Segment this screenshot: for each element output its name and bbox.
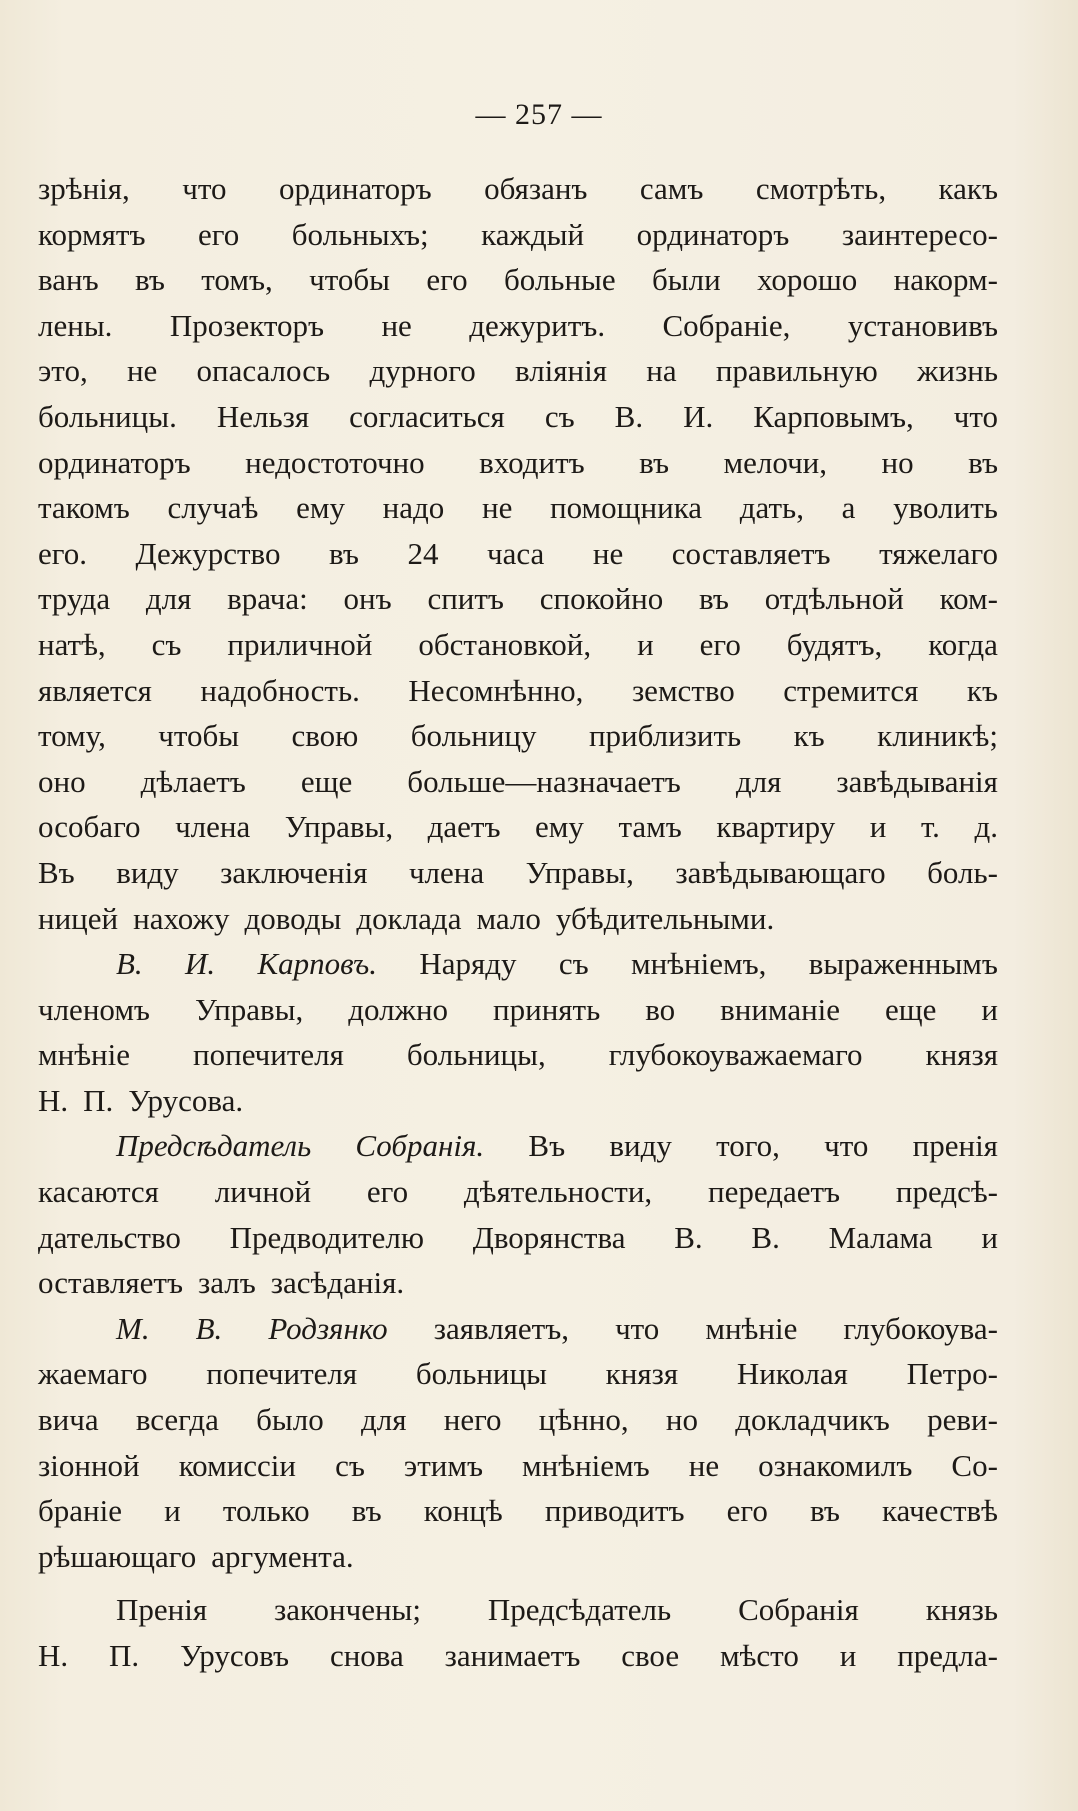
word: свою <box>291 718 359 754</box>
word: приводитъ <box>544 1493 685 1529</box>
word: ему <box>296 490 345 526</box>
word: больныхъ; <box>291 216 429 252</box>
word: правильную <box>715 353 878 389</box>
word: и <box>981 991 998 1027</box>
word: не <box>481 490 513 526</box>
word: князя <box>925 1037 998 1073</box>
word: Карповымъ, <box>753 398 914 434</box>
word: кормятъ <box>38 216 146 252</box>
word: закончены; <box>274 1592 421 1628</box>
word: уволить <box>893 490 998 526</box>
word: съ <box>558 946 589 982</box>
word: даетъ <box>427 809 501 845</box>
word: докладчикъ <box>735 1402 890 1438</box>
word: его <box>366 1174 409 1210</box>
word: спитъ <box>427 581 504 617</box>
word: надобность. <box>200 672 360 708</box>
word: труда <box>38 581 111 617</box>
word: опасалось <box>196 353 331 389</box>
word: виду <box>609 1128 672 1164</box>
word: оставляетъ <box>38 1265 184 1301</box>
text-line <box>38 257 998 303</box>
word: жаемаго <box>38 1356 148 1392</box>
word: тяжелаго <box>879 535 998 571</box>
speaker-name-word: И. <box>185 946 216 982</box>
word: свое <box>621 1638 680 1673</box>
word: вліянія <box>514 353 608 389</box>
word: въ <box>135 262 165 298</box>
word: боль- <box>927 854 998 890</box>
word: предла- <box>897 1638 998 1673</box>
word: Н. <box>38 1638 69 1673</box>
word: вниманіе <box>720 991 841 1027</box>
word: снова <box>329 1638 404 1673</box>
word: завѣдывающаго <box>675 854 886 890</box>
word: касаются <box>38 1174 159 1210</box>
word: заявляетъ, <box>433 1310 570 1346</box>
word: въ <box>329 535 359 571</box>
word: комиссіи <box>178 1447 297 1483</box>
word: а <box>841 490 856 526</box>
word: князя <box>605 1356 679 1392</box>
text-line <box>38 576 998 622</box>
text-line <box>38 1534 998 1580</box>
word: того, <box>716 1128 780 1164</box>
word: дѣятельности, <box>463 1174 653 1210</box>
word: томъ, <box>201 262 273 298</box>
text-line <box>38 303 998 349</box>
word: 24 <box>407 535 439 571</box>
word: члена <box>175 809 251 845</box>
word: тамъ <box>618 809 682 845</box>
word: только <box>222 1493 310 1529</box>
word: Управы, <box>284 809 394 845</box>
word: больницы <box>415 1356 547 1392</box>
word: пренія <box>912 1128 998 1164</box>
word: врача: <box>227 581 308 617</box>
word: были <box>652 262 721 298</box>
text-line <box>38 394 998 440</box>
word: его <box>198 216 240 252</box>
word: въ <box>968 444 998 480</box>
text-line <box>38 622 998 668</box>
word: Въ <box>528 1128 566 1164</box>
speaker-name-word: Предсѣдатель <box>116 1128 312 1164</box>
word: занимаетъ <box>444 1638 581 1673</box>
word: Собраніе, <box>662 307 791 343</box>
word: ординаторъ <box>636 216 790 252</box>
word: спокойно <box>539 581 664 617</box>
word: квартиру <box>716 809 836 845</box>
text-line <box>38 1260 998 1306</box>
word: реви- <box>927 1402 998 1438</box>
word: на <box>646 353 677 389</box>
word: ординаторъ <box>278 171 432 206</box>
word: приблизить <box>588 718 742 754</box>
word: самъ <box>639 171 704 206</box>
word: что <box>615 1310 660 1346</box>
word: чтобы <box>309 262 390 298</box>
speaker-name-word: В. <box>116 946 143 982</box>
text-line <box>38 1169 998 1215</box>
text-line <box>38 440 998 486</box>
word: и <box>869 809 887 845</box>
word: заключенія <box>220 854 368 890</box>
speaker-name-word: Родзянко <box>268 1310 388 1346</box>
word: браніе <box>38 1493 122 1529</box>
word: ницей <box>38 900 119 936</box>
word: принять <box>493 991 601 1027</box>
word: помощника <box>550 490 703 526</box>
text-line <box>38 1443 998 1489</box>
word: Дежурство <box>135 535 281 571</box>
word: концѣ <box>423 1493 503 1529</box>
word: но <box>881 444 914 480</box>
speaker-name-word: В. <box>195 1310 223 1346</box>
word: чтобы <box>158 718 240 754</box>
word: не <box>592 535 624 571</box>
text-line <box>38 1587 998 1633</box>
word: Управы, <box>194 991 304 1027</box>
word: это, <box>38 353 88 389</box>
word: обязанъ <box>484 171 588 206</box>
word: больницы. <box>38 398 177 434</box>
text-line <box>38 896 998 942</box>
word: ознакомилъ <box>758 1447 913 1483</box>
word: попечителя <box>193 1037 344 1073</box>
word: клиникѣ; <box>877 718 998 754</box>
word: засѣданія. <box>270 1265 405 1301</box>
word: мнѣніемъ, <box>631 946 767 982</box>
word: что <box>182 171 227 206</box>
word: часа <box>487 535 545 571</box>
word: мнѣніемъ <box>522 1447 650 1483</box>
word: въ <box>351 1493 382 1529</box>
word: онъ <box>343 581 392 617</box>
word: но <box>665 1402 698 1438</box>
word: Николая <box>736 1356 848 1392</box>
word: Малама <box>828 1219 933 1255</box>
text-line <box>38 348 998 394</box>
word: В. <box>751 1219 780 1255</box>
word: Пренія <box>116 1592 208 1628</box>
word: Прозекторъ <box>169 307 325 343</box>
word: Наряду <box>419 946 517 982</box>
word: передаетъ <box>707 1174 841 1210</box>
word: и <box>981 1219 998 1255</box>
word: случаѣ <box>167 490 259 526</box>
text-line <box>38 166 998 212</box>
word: согласиться <box>349 398 505 434</box>
word: Нельзя <box>216 398 310 434</box>
word: каждый <box>481 216 585 252</box>
text-line <box>38 804 998 850</box>
body-text <box>38 166 998 1679</box>
speaker-name-word: М. <box>116 1310 150 1346</box>
word: Урусова. <box>128 1082 244 1118</box>
word: его. <box>38 535 87 571</box>
word: не <box>688 1447 720 1483</box>
word: Предсѣдатель <box>487 1592 672 1628</box>
text-line <box>38 1123 998 1169</box>
word: надо <box>382 490 445 526</box>
word: больницы, <box>406 1037 546 1073</box>
word: ординаторъ <box>38 444 191 480</box>
word: и <box>839 1638 857 1673</box>
speaker-name-word: Карповъ. <box>257 946 377 982</box>
word: Н. <box>38 1082 69 1118</box>
word: для <box>735 763 782 799</box>
word: натѣ, <box>38 626 106 662</box>
word: установивъ <box>847 307 998 343</box>
word: больные <box>503 262 616 298</box>
word: дежуритъ. <box>469 307 606 343</box>
word: къ <box>966 672 998 708</box>
word: что <box>824 1128 869 1164</box>
word: мѣсто <box>719 1638 799 1673</box>
text-line <box>38 1351 998 1397</box>
word: выраженнымъ <box>808 946 998 982</box>
speaker-name-word: Собранія. <box>355 1128 485 1164</box>
word: жизнь <box>917 353 998 389</box>
word: членомъ <box>38 991 150 1027</box>
word: зіонной <box>38 1447 140 1483</box>
word: какъ <box>938 171 998 206</box>
word: является <box>38 672 152 708</box>
word: всегда <box>135 1402 219 1438</box>
word: Въ <box>38 854 75 890</box>
word: обстановкой, <box>418 626 592 662</box>
word: него <box>443 1402 502 1438</box>
word: Дворянства <box>472 1219 626 1255</box>
word: Предводителю <box>229 1219 424 1255</box>
word: тому, <box>38 718 106 754</box>
word: Петро- <box>906 1356 998 1392</box>
word: такомъ <box>38 490 130 526</box>
word: что <box>953 398 998 434</box>
word: заинтересо- <box>841 216 998 252</box>
text-line <box>38 531 998 577</box>
word: мало <box>476 900 541 936</box>
word: и <box>164 1493 181 1529</box>
word: Управы, <box>525 854 634 890</box>
word: В. <box>674 1219 703 1255</box>
word: отдѣльной <box>764 581 904 617</box>
word: должно <box>348 991 449 1027</box>
word: было <box>256 1402 324 1438</box>
word: недостоточно <box>245 444 425 480</box>
text-line <box>38 987 998 1033</box>
word: въ <box>699 581 729 617</box>
word: глубокоува- <box>843 1310 998 1346</box>
page-number: — 257 — <box>475 98 603 131</box>
word: земство <box>631 672 735 708</box>
word: оно <box>38 763 86 799</box>
word: рѣшающаго <box>38 1538 197 1574</box>
text-line <box>38 941 998 987</box>
text-line <box>38 759 998 805</box>
text-line <box>38 485 998 531</box>
word: особаго <box>38 809 141 845</box>
word: И. <box>683 398 714 434</box>
word: т. <box>920 809 940 845</box>
text-line <box>38 212 998 258</box>
text-line <box>38 1306 998 1352</box>
word: мнѣніе <box>38 1037 131 1073</box>
word: больше—назначаетъ <box>407 763 681 799</box>
word: мнѣніе <box>705 1310 798 1346</box>
word: его <box>426 262 468 298</box>
text-line <box>38 1032 998 1078</box>
word: доводы <box>244 900 342 936</box>
text-line <box>38 850 998 896</box>
text-line <box>38 1488 998 1534</box>
word: ком- <box>939 581 998 617</box>
word: этимъ <box>403 1447 483 1483</box>
word: накорм- <box>893 262 998 298</box>
word: Собранія <box>738 1592 859 1628</box>
word: дательство <box>38 1219 181 1255</box>
word: приличной <box>227 626 373 662</box>
word: дурного <box>369 353 476 389</box>
text-line <box>38 1215 998 1261</box>
text-line <box>38 713 998 759</box>
word: предсѣ- <box>895 1174 998 1210</box>
word: еще <box>300 763 353 799</box>
text-line <box>38 1633 998 1679</box>
word: д. <box>974 809 998 845</box>
word: нахожу <box>133 900 230 936</box>
word: Со- <box>951 1447 998 1483</box>
word: не <box>126 353 158 389</box>
word: завѣдыванія <box>836 763 998 799</box>
word: больницу <box>410 718 537 754</box>
word: вича <box>38 1402 99 1438</box>
word: цѣнно, <box>538 1402 629 1438</box>
word: стремится <box>783 672 919 708</box>
word: составляетъ <box>671 535 831 571</box>
word: съ <box>544 398 575 434</box>
word: залъ <box>198 1265 256 1301</box>
word: съ <box>151 626 182 662</box>
word: смотрѣть, <box>755 171 887 206</box>
word: къ <box>793 718 825 754</box>
word: качествѣ <box>881 1493 998 1529</box>
word: П. <box>83 1082 114 1118</box>
word: ванъ <box>38 262 99 298</box>
word: въ <box>809 1493 840 1529</box>
word: и <box>637 626 654 662</box>
word: глубокоуважаемаго <box>608 1037 863 1073</box>
word: мелочи, <box>723 444 828 480</box>
word: князь <box>925 1592 998 1628</box>
text-line <box>38 1397 998 1443</box>
word: входитъ <box>479 444 585 480</box>
word: дѣлаетъ <box>140 763 246 799</box>
text-line <box>38 1078 998 1124</box>
word: во <box>645 991 676 1027</box>
word: П. <box>109 1638 140 1673</box>
word: Несомнѣнно, <box>408 672 584 708</box>
word: его <box>699 626 741 662</box>
paragraph-gap <box>38 1579 998 1587</box>
word: личной <box>214 1174 312 1210</box>
word: виду <box>116 854 179 890</box>
word: въ <box>639 444 670 480</box>
word: не <box>381 307 412 343</box>
word: лены. <box>38 307 113 343</box>
word: когда <box>928 626 998 662</box>
word: зрѣнія, <box>38 171 130 206</box>
word: доклада <box>356 900 462 936</box>
word: В. <box>614 398 644 434</box>
word: аргумента. <box>211 1538 354 1574</box>
word: будятъ, <box>786 626 883 662</box>
word: дать, <box>739 490 804 526</box>
word: Урусовъ <box>180 1638 290 1673</box>
word: его <box>726 1493 768 1529</box>
word: хорошо <box>757 262 858 298</box>
word: для <box>360 1402 407 1438</box>
text-line <box>38 668 998 714</box>
word: члена <box>408 854 485 890</box>
word: для <box>145 581 192 617</box>
word: попечителя <box>206 1356 358 1392</box>
word: убѣдительными. <box>555 900 775 936</box>
word: ему <box>535 809 584 845</box>
word: съ <box>335 1447 365 1483</box>
word: еще <box>885 991 937 1027</box>
